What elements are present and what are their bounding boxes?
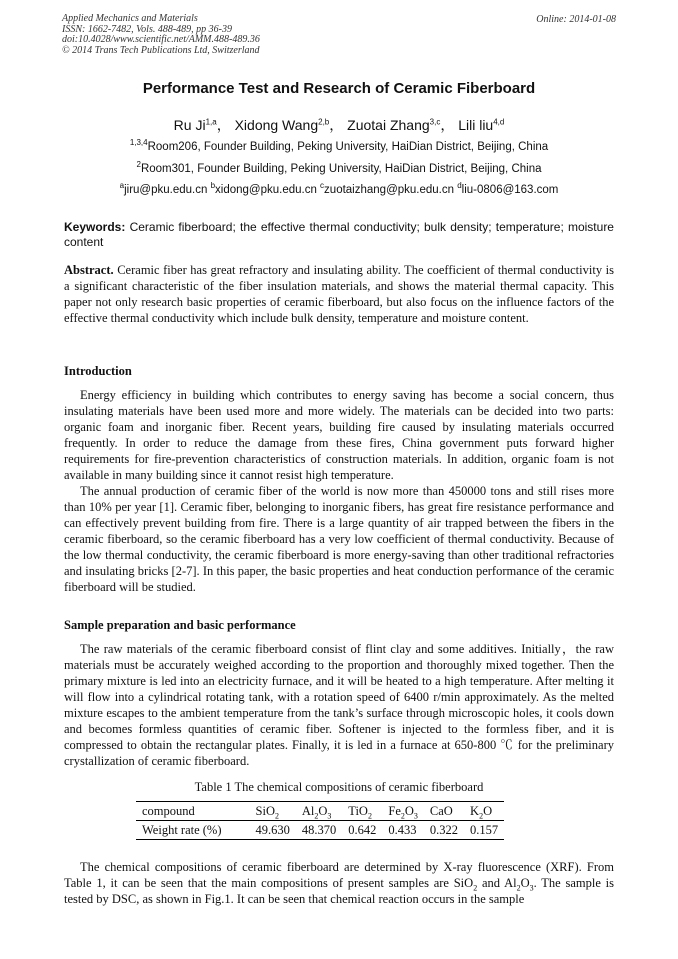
email-sup: b <box>210 181 216 191</box>
table-cell: 49.630 <box>255 823 290 837</box>
closing-body <box>64 859 614 907</box>
table-cell: 0.322 <box>429 823 459 837</box>
abstract <box>64 262 614 326</box>
author-list <box>0 115 678 135</box>
table-header-row <box>136 802 504 821</box>
author-sep: ， <box>216 117 231 133</box>
affiliation-sup: 1,3,4 <box>129 138 148 148</box>
table-cell: 0.433 <box>388 823 417 837</box>
email-line <box>0 181 678 196</box>
paragraph: The annual production of ceramic fiber of the world is now more than 450000 tons and still rises more than 10% per year [1]. Ceramic fiber, belonging to inorganic fibers, has great fire resistance performance and can effectively prevent building from fire. There is a large quantity of air trapped between the fibers in the ceramic fiberboard, so the ceramic fiberboard has a very low coefficient of thermal conductivity. Because of the low thermal conductivity, the ceramic fiberboard is more energy-saving than other traditional refractories and insulating bricks [2-7]. In this paper, the basic properties and heat conduction performance of the ceramic fiberboard will be studied. <box>64 484 614 594</box>
online-date: Online: 2014-01-08 <box>536 14 616 25</box>
author-name: Ru Ji <box>173 117 206 133</box>
author-sep: ， <box>329 117 344 133</box>
table-header-cell: CaO <box>429 804 453 818</box>
paragraph: Energy efficiency in building which contributes to energy saving has become a social concern, thus insulating materials have been used more and more widely. The materials can be decided into two parts: organic foam and inorganic fiber. Recent years, building fire caused by insulating materials occurred frequently. In order to reduce the damage from these fires, China government puts forward higher requirements for fire-prevention characteristics of construction materials. In addition, organic foam is not available in many building since it cannot resist high temperature. <box>64 388 614 482</box>
paragraph: The raw materials of the ceramic fiberboard consist of flint clay and some additives. Initially，the raw materials must be accurately weighed according to the proportion and thoroughly mixed together. Then the primary mixture is led into an electricity furnace, and it will be heated to a high temperature. After melting it will flow into a cylindrical rotating tank, with a rotation speed of 6400 r/min approximately. As the melted mixture escapes to the ambient temperature from the tank’s surface through microscopic holes, it cools down and becomes formless quantities of ceramic fiber. Softener is injected to the formless fiber, and it is compressed to obtain the rectangular plates. Finally, it is led in a furnace at 650-800 ℃ for the preliminary crystallization of ceramic fiberboard. <box>64 642 614 768</box>
table-header-cell: SiO$_2$ <box>255 804 279 821</box>
affiliation-1 <box>0 138 678 153</box>
author-name: Zuotai Zhang <box>347 117 430 133</box>
table-header-cell: $Al_2O_3$ <box>301 804 332 821</box>
table-header-cell: $Fe_2O_3$ <box>388 804 418 821</box>
abstract-label: Abstract. <box>64 263 114 277</box>
author-sup: 2,b <box>318 117 330 127</box>
author-sep: ， <box>440 117 455 133</box>
paragraph: The chemical compositions of ceramic fiberboard are determined by X-ray fluorescence (XRF). From Table 1, it can be seen that the main compositions of present samples are SiO$_2$ and $Al_2O_3$. The sample is tested by DSC, as shown in Fig.1. It can be seen that chemical reaction occurs in the sample <box>64 860 615 906</box>
email-link[interactable]: jiru@pku.edu.cn <box>124 184 208 196</box>
author-sup: 1,a <box>205 117 217 127</box>
author-name: Lili liu <box>458 117 494 133</box>
affiliation-text: Room206, Founder Building, Peking University, HaiDian District, Beijing, China <box>147 141 549 153</box>
keywords <box>64 220 614 250</box>
email-link[interactable]: liu-0806@163.com <box>461 184 559 196</box>
keywords-label: Keywords: <box>64 220 126 234</box>
section-heading-introduction: Introduction <box>64 364 132 378</box>
table-header-cell: TiO$_2$ <box>348 804 372 821</box>
sample-body <box>64 641 614 769</box>
table-cell: 48.370 <box>301 823 337 837</box>
email-sup: a <box>119 181 125 191</box>
journal-name: Applied Mechanics and Materials <box>62 13 198 24</box>
table-cell: 0.642 <box>348 823 377 837</box>
author-sup: 3,c <box>429 117 441 127</box>
table-cell: 0.157 <box>470 823 499 837</box>
introduction-body <box>64 387 614 595</box>
table-header-cell: $K_2O$ <box>470 804 493 821</box>
table-header-cell: compound <box>142 804 195 818</box>
author-sup: 4,d <box>493 117 505 127</box>
doi-link[interactable]: doi:10.4028/www.scientific.net/AMM.488-489.36 <box>62 34 260 45</box>
email-link[interactable]: zuotaizhang@pku.edu.cn <box>324 184 455 196</box>
affiliation-text: Room301, Founder Building, Peking University, HaiDian District, Beijing, China <box>140 163 542 175</box>
table-cell: Weight rate (%) <box>142 823 222 837</box>
issn-line: ISSN: 1662-7482, Vols. 488-489, pp 36-39 <box>62 23 232 35</box>
table-caption: Table 1 The chemical compositions of ceramic fiberboard <box>194 780 484 794</box>
affiliation-sup: 2 <box>136 160 141 170</box>
affiliation-2 <box>0 160 678 175</box>
author-name: Xidong Wang <box>234 117 319 133</box>
section-heading-sample: Sample preparation and basic performance <box>64 618 296 632</box>
email-sup: c <box>320 181 325 191</box>
keywords-text: Ceramic fiberboard; the effective thermal conductivity; bulk density; temperature; moisture content <box>64 220 614 249</box>
email-sup: d <box>457 181 462 191</box>
table-row <box>136 821 504 840</box>
abstract-text: Ceramic fiber has great refractory and insulating ability. The coefficient of thermal conductivity is a significant characteristic of the fiber insulation materials, and shows the material thermal capacity. This paper not only research basic properties of ceramic fiberboard, but also focus on the influence factors of the effective thermal conductivity which include bulk density, temperature and moisture content. <box>64 263 614 325</box>
journal-header <box>62 14 260 56</box>
email-link[interactable]: xidong@pku.edu.cn <box>215 184 317 196</box>
paper-title: Performance Test and Research of Ceramic Fiberboard <box>142 80 536 97</box>
composition-table <box>136 801 504 840</box>
copyright-line: © 2014 Trans Tech Publications Ltd, Switzerland <box>62 44 260 56</box>
